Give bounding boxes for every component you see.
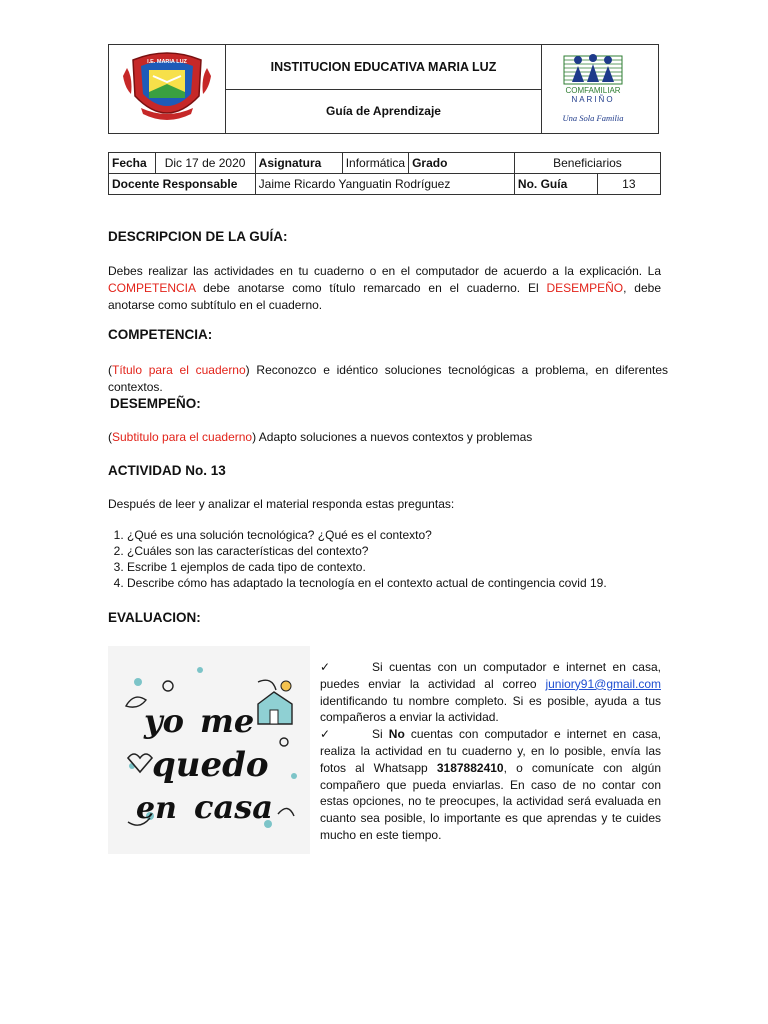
descripcion-competencia-word: COMPETENCIA: [108, 281, 196, 295]
descripcion-part1: Debes realizar las actividades en tu cuaderno o en el computador de acuerdo a la explicación. La: [108, 264, 661, 278]
school-shield-icon: [119, 48, 215, 126]
lettering-quedo: quedo: [152, 745, 269, 785]
item1-text-part2: identificando tu nombre completo. Si es posible, ayuda a tus compañeros a enviar la actividad.: [320, 693, 661, 725]
yo-me-quedo-en-casa-illustration: [108, 646, 310, 854]
heart-icon: [128, 754, 152, 772]
question-item: 2. ¿Cuáles son las características del contexto?: [127, 543, 687, 559]
competencia-body: Reconozco e idéntico soluciones tecnológicas a problema, en diferentes contextos.: [108, 363, 668, 394]
question-item: 1. ¿Qué es una solución tecnológica? ¿Qué es el contexto?: [127, 527, 687, 543]
docente-value: Jaime Ricardo Yanguatin Rodríguez: [255, 174, 514, 195]
comfamiliar-logo-tagline: Una Sola Familia: [562, 112, 624, 123]
descripcion-part2: debe anotarse como título remarcado en el cuaderno. El: [195, 281, 547, 295]
whatsapp-number: 3187882410: [436, 760, 504, 775]
actividad-questions: [108, 527, 687, 591]
comfamiliar-logo-icon: [550, 46, 650, 128]
descripcion-part3: , debe anotarse como subtítulo en el cuaderno.: [108, 281, 661, 312]
school-logo-cell: [109, 45, 226, 134]
check-icon: ✓: [320, 727, 331, 742]
desempeno-open-paren: (: [108, 430, 112, 444]
school-logo-text: I.E. MARIA LUZ: [147, 58, 187, 65]
fecha-value: Dic 17 de 2020: [155, 153, 255, 174]
guia-label: No. Guía: [514, 174, 597, 195]
evaluacion-item-2: [320, 726, 661, 844]
guia-value: 13: [597, 174, 660, 195]
desempeno-close-paren: ): [252, 430, 257, 444]
evaluacion-heading: EVALUACION:: [108, 610, 201, 625]
evaluacion-instructions: [320, 659, 661, 844]
lettering-en: en: [136, 791, 177, 826]
lettering-yo: yo: [144, 702, 184, 740]
item2-text-part1: Si: [372, 727, 389, 742]
competencia-heading: COMPETENCIA:: [108, 327, 213, 342]
fecha-label: Fecha: [109, 153, 156, 174]
item2-text-part2: cuentas con computador e internet en casa, realiza la actividad en tu cuaderno y, en lo posible, envía las fotos al Whatsapp: [320, 727, 661, 775]
actividad-intro: Después de leer y analizar el material responda estas preguntas:: [108, 497, 455, 511]
competencia-open-paren: (: [108, 363, 112, 377]
check-icon: ✓: [320, 660, 331, 674]
item2-bold-no: No: [388, 727, 405, 742]
comfamiliar-logo-name: COMFAMILIAR: [565, 85, 621, 95]
asignatura-label: Asignatura: [255, 153, 342, 174]
grado-label: Grado: [409, 153, 515, 174]
docente-label: Docente Responsable: [109, 174, 256, 195]
descripcion-text: [108, 263, 661, 314]
competencia-close-paren: ): [245, 363, 250, 377]
grado-value: Beneficiarios: [514, 153, 660, 174]
desempeno-red-label: Subtitulo para el cuaderno: [112, 430, 253, 444]
comfamiliar-logo-region: NARIÑO: [571, 94, 615, 104]
lettering-me: me: [200, 702, 255, 740]
institution-name: INSTITUCION EDUCATIVA MARIA LUZ: [226, 45, 542, 90]
desempeno-text: [108, 429, 668, 446]
lettering-casa: casa: [194, 788, 273, 826]
item1-text-part1: Si cuentas con un computador e internet en casa, puedes enviar la actividad al correo: [320, 660, 661, 691]
evaluacion-item-1: [320, 659, 661, 726]
header-table: [108, 44, 659, 134]
email-link[interactable]: juniory91@gmail.com: [545, 676, 661, 691]
actividad-heading: ACTIVIDAD No. 13: [108, 463, 226, 478]
asignatura-value: Informática: [342, 153, 408, 174]
info-table: [108, 152, 661, 195]
competencia-text: [108, 362, 668, 396]
guide-title: Guía de Aprendizaje: [226, 89, 542, 134]
descripcion-desempeno-word: DESEMPEÑO: [546, 281, 624, 295]
competencia-red-label: Título para el cuaderno: [112, 363, 246, 377]
desempeno-body: Adapto soluciones a nuevos contextos y problemas: [256, 430, 533, 444]
descripcion-heading: DESCRIPCION DE LA GUÍA:: [108, 229, 288, 244]
comfamiliar-logo-cell: [542, 45, 659, 134]
item2-text-part3: , o comunícate con algún compañero que pueda enviarlas. En caso de no contar con estas opciones, no te preocupes, la actividad será evaluada en cuanto sea posible, lo importante es que aprendas y te cuides mucho en este tiempo.: [320, 760, 661, 842]
question-item: 3. Escribe 1 ejemplos de cada tipo de contexto.: [127, 559, 687, 575]
desempeno-heading: DESEMPEÑO:: [110, 396, 201, 411]
question-item: 4. Describe cómo has adaptado la tecnología en el contexto actual de contingencia covid 19.: [127, 575, 687, 591]
